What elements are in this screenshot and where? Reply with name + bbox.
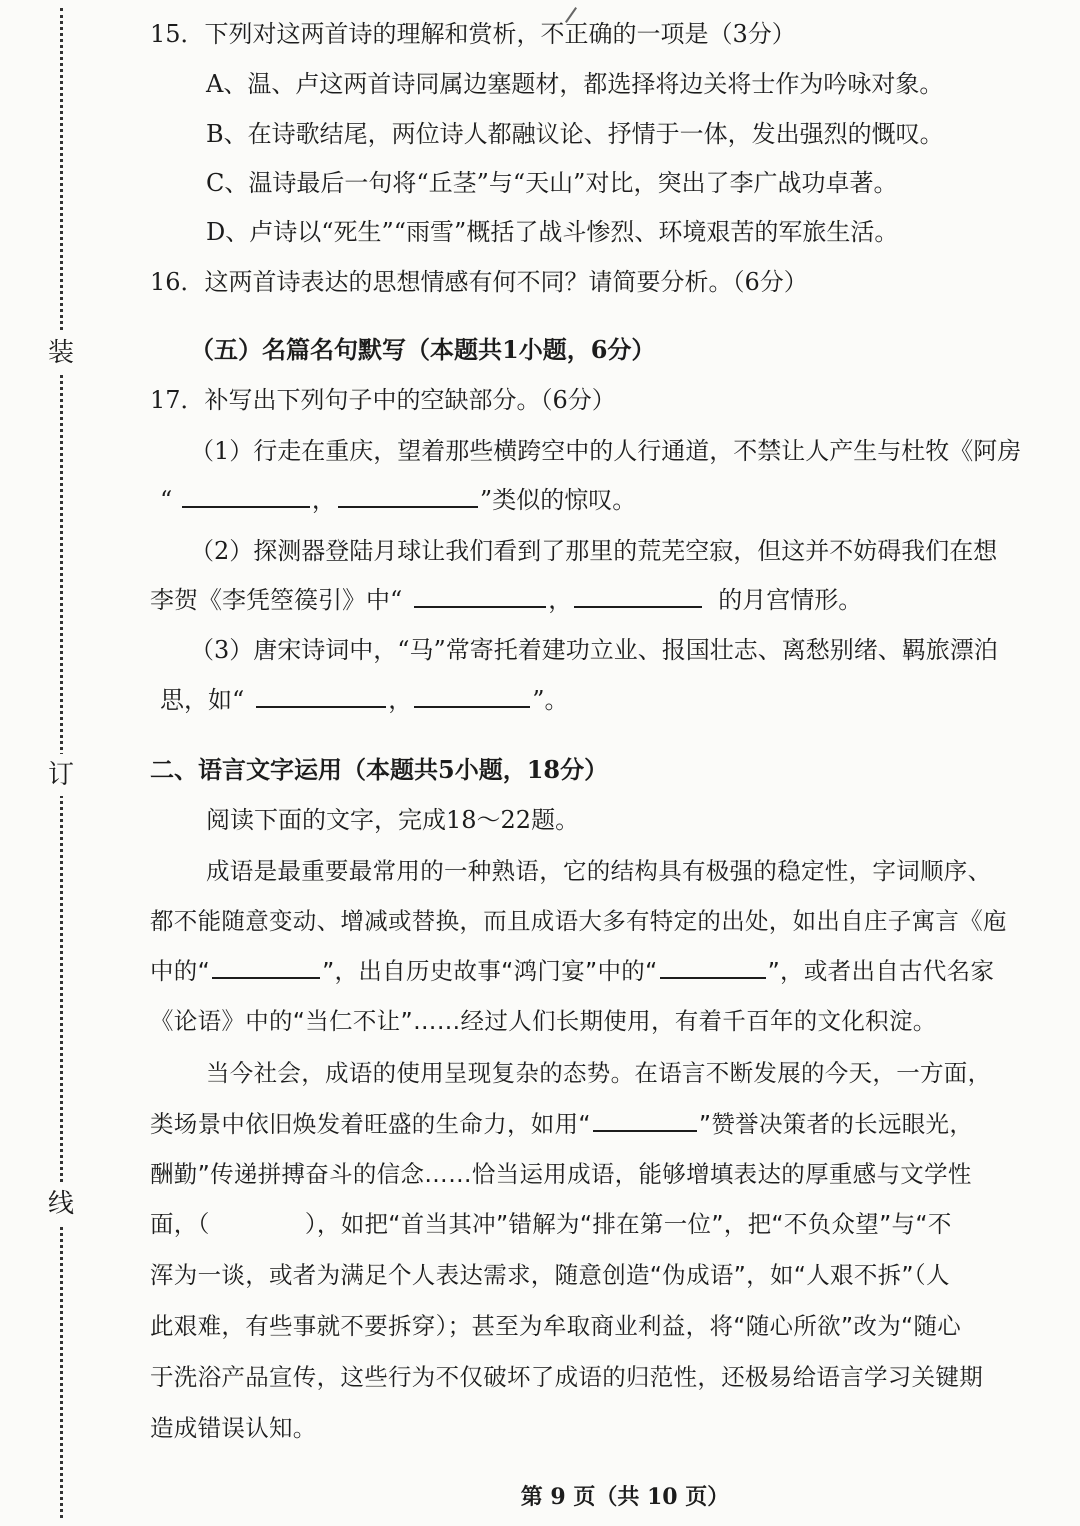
answer-blank[interactable]	[574, 584, 702, 608]
passage-line: 浑为一谈，或者为满足个人表达需求，随意创造“伪成语”，如“人艰不拆”（人	[150, 1261, 950, 1289]
question-17-part1-line1: （1）行走在重庆，望着那些横跨空中的人行通道，不禁让人产生与杜牧《阿房	[190, 437, 1022, 465]
separator: ，	[311, 486, 336, 514]
passage-line: 造成错误认知。	[150, 1414, 317, 1442]
answer-blank[interactable]	[414, 584, 546, 608]
passage-line: 面，（ ），如把“首当其冲”错解为“排在第一位”，把“不负众望”与“不	[150, 1210, 952, 1238]
passage-line	[150, 955, 994, 987]
passage-text: ”，出自历史故事“鸿门宴”中的“	[322, 957, 658, 985]
passage-line: 于洗浴产品宣传，这些行为不仅破坏了成语的归范性，还极易给语言学习关键期	[150, 1363, 983, 1391]
passage-line: 当今社会，成语的使用呈现复杂的态势。在语言不断发展的今天，一方面，	[206, 1059, 992, 1087]
question-15-option-c: C、温诗最后一句将“丘茎”与“天山”对比，突出了李广战功卓著。	[206, 169, 898, 197]
question-15-option-b: B、在诗歌结尾，两位诗人都融议论、抒情于一体，发出强烈的慨叹。	[206, 120, 944, 148]
passage-text: 中的“	[150, 957, 211, 985]
question-17-stem: 17．补写出下列句子中的空缺部分。（6分）	[150, 386, 616, 414]
separator: ，	[388, 686, 413, 714]
part-2-title: 二、语言文字运用（本题共5小题，18分）	[150, 755, 609, 784]
answer-blank[interactable]	[182, 484, 310, 508]
passage-line: 都不能随意变动、增减或替换，而且成语大多有特定的出处，如出自庄子寓言《庖	[150, 907, 1007, 935]
answer-blank[interactable]	[212, 955, 320, 979]
part-2-instruction: 阅读下面的文字，完成18～22题。	[206, 806, 580, 834]
answer-blank[interactable]	[256, 684, 386, 708]
passage-text: 类场景中依旧焕发着旺盛的生命力，如用“	[150, 1110, 591, 1138]
line-end: ”类似的惊叹。	[479, 486, 637, 514]
passage-line: 成语是最重要最常用的一种熟语，它的结构具有极强的稳定性，字词顺序、	[206, 857, 992, 885]
open-quote: “	[160, 486, 173, 514]
margin-label-ding: 订	[46, 754, 76, 796]
passage-line	[150, 1108, 973, 1140]
passage-text: ”，或者出自古代名家	[767, 957, 995, 985]
question-15-option-a: A、温、卢这两首诗同属边塞题材，都选择将边关将士作为吟咏对象。	[206, 70, 944, 98]
answer-blank[interactable]	[338, 484, 478, 508]
question-15-stem: 15．下列对这两首诗的理解和赏析，不正确的一项是（3分）	[150, 20, 796, 48]
separator: ，	[548, 586, 573, 614]
passage-line: 酬勤”传递拼搏奋斗的信念……恰当运用成语，能够增填表达的厚重感与文学性	[150, 1160, 972, 1188]
question-17-part1-line2	[160, 484, 636, 516]
margin-label-zhuang: 装	[46, 332, 76, 374]
question-15-option-d: D、卢诗以“死生”“雨雪”概括了战斗惨烈、环境艰苦的军旅生活。	[206, 218, 899, 246]
question-17-part2-line2	[150, 584, 862, 616]
answer-blank[interactable]	[593, 1108, 697, 1132]
line-prefix: 李贺《李凭箜篌引》中“	[150, 586, 403, 614]
line-end: ”。	[532, 686, 569, 714]
answer-blank[interactable]	[660, 955, 766, 979]
passage-line: 《论语》中的“当仁不让”……经过人们长期使用，有着千百年的文化积淀。	[150, 1007, 937, 1035]
line-prefix: 思，如“	[160, 686, 245, 714]
question-16-stem: 16．这两首诗表达的思想情感有何不同？请简要分析。（6分）	[150, 268, 808, 296]
section-5-title: （五）名篇名句默写（本题共1小题，6分）	[190, 335, 656, 364]
question-17-part2-line1: （2）探测器登陆月球让我们看到了那里的荒芜空寂，但这并不妨碍我们在想	[190, 537, 998, 565]
question-17-part3-line1: （3）唐宋诗词中，“马”常寄托着建功立业、报国壮志、离愁别绪、羁旅漂泊	[190, 636, 998, 664]
passage-line: 此艰难，有些事就不要拆穿）；甚至为牟取商业利益，将“随心所欲”改为“随心	[150, 1312, 962, 1340]
answer-blank[interactable]	[414, 684, 530, 708]
line-end: 的月宫情形。	[718, 586, 863, 614]
margin-label-xian: 线	[46, 1183, 76, 1225]
page-number-footer: 第 9 页（共 10 页）	[520, 1484, 730, 1510]
question-17-part3-line2	[160, 684, 569, 716]
passage-text: ”赞誉决策者的长远眼光，	[698, 1110, 974, 1138]
